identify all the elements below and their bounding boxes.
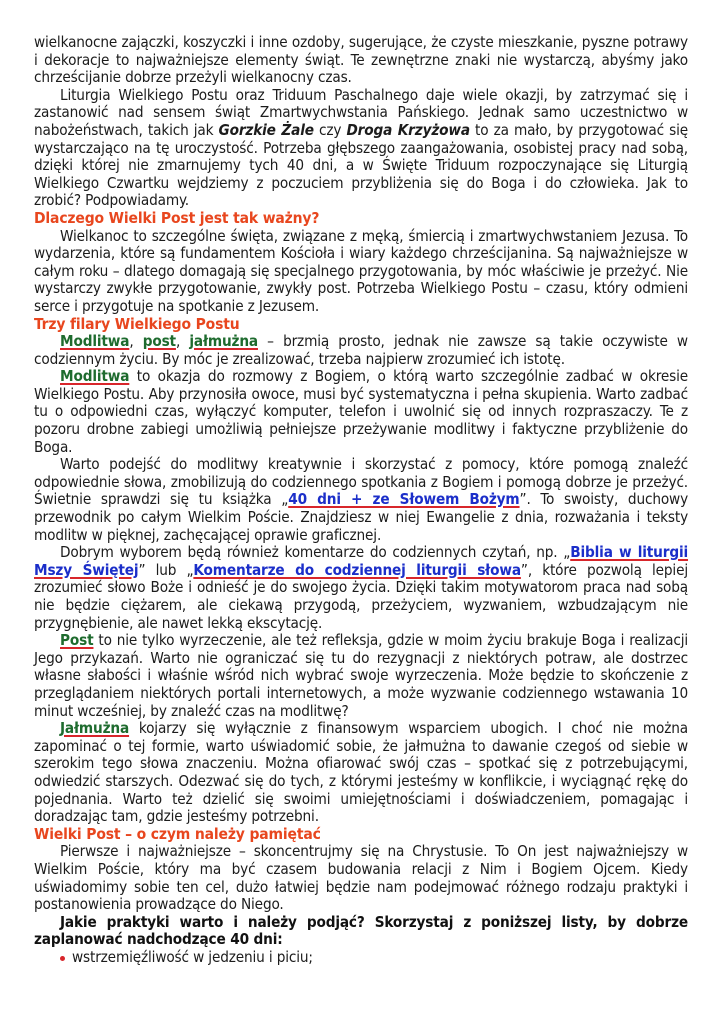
why-lent-paragraph: Wielkanoc to szczególne święta, związane z męką, śmiercią i zmartwychwstaniem Jezusa. To wydarzenia, które są fundamentem Kościoła i wiary każdego chrześcijanina. Są najważniejsze w całym roku – dlatego domagają się specjalnego przygotowania, by móc właściwie je przeżyć. Nie wystarczy zwykłe przygotowanie, zwykły post. Potrzeba Wielkiego Postu – czasu, który odmieni serce i przygotuje na spotkanie z Jezusem. (34, 226, 688, 315)
keyword-link-jalmuzna-2[interactable]: Jałmużna (60, 719, 130, 738)
intro-paragraph-2 (34, 87, 688, 210)
remember-paragraph: Pierwsze i najważniejsze – skoncentrujmy się na Chrystusie. To On jest najważniejszy w Wielkim Poście, który ma być czasem budowania relacji z Nim i Bogiem Ojcem. Kiedy uświadomimy sobie ten cel, dużo łatwiej będzie nam podejmować różnego rodzaju praktyki i postanowienia prowadzące do Niego. (34, 842, 688, 914)
text-run: , (175, 332, 190, 351)
text-run: Liturgia Wielkiego Postu oraz Triduum Paschalnego daje wiele okazji, by zatrzymać się i zastanowić nad sensem świąt Zmartwychwstania Pańskiego. Jednak samo uczestnictwo w nabożeństwach, takich jak (34, 85, 688, 139)
pillars-intro-paragraph (34, 333, 688, 368)
almsgiving-paragraph (34, 720, 688, 826)
text-run: to nie tylko wyrzeczenie, ale też refleksja, gdzie w moim życiu brakuje Boga i realizacji Jego przykazań. Warto nie ograniczać się tu do rezygnacji z niektórych potraw, ale dostrzec własne słabości i właśnie wśród nich wybrać swoje wyrzeczenia. Może będzie to skończenie z przeglądaniem niektórych portali internetowych, a może wyzwanie codziennego wstawania 10 minut wcześniej, by znaleźć czas na modlitwę? (34, 631, 688, 720)
list-item (60, 949, 688, 967)
gorzkie-zale-emphasis: Gorzkie Żale (218, 120, 314, 139)
text-run: ”. To swoisty, duchowy przewodnik po całym Wielkim Poście. Znajdziesz w niej Ewangelie z dnia, rozważania i teksty modlitw w pięknej, zachęcającej oprawie graficznej. (34, 490, 689, 544)
text-run: czy (313, 120, 347, 139)
practices-lead-paragraph: Jakie praktyki warto i należy podjąć? Skorzystaj z poniższej listy, by dobrze zaplanować nadchodzące 40 dni: (34, 912, 688, 949)
keyword-link-modlitwa[interactable]: Modlitwa (60, 332, 130, 351)
text-run: to za mało, by przygotować się wystarczająco na tę uroczystość. Potrzeba głębszego zaangażowania, osobistej pracy nad sobą, dzięki której nie zmarnujemy tych 40 dni, a w Święte Triduum rozpoczynające się Liturgią Wielkiego Czwartku wejdziemy z poczuciem przybliżenia się do Boga i do człowieka. Jak to zrobić? Podpowiadamy. (34, 120, 688, 210)
keyword-link-post-2[interactable]: Post (60, 631, 94, 650)
droga-krzyzowa-emphasis: Droga Krzyżowa (346, 120, 470, 139)
prayer-book-paragraph (34, 456, 688, 544)
book-link-40-dni[interactable]: 40 dni + ze Słowem Bożym (288, 490, 520, 509)
text-run: ” lub „ (138, 560, 194, 579)
practices-list (34, 949, 688, 967)
keyword-link-post[interactable]: post (142, 332, 176, 351)
commentaries-paragraph (34, 544, 688, 632)
text-run: ”, które pozwolą lepiej zrozumieć słowo Boże i odnieść je do swojego życia. Dzięki takim motywatorom praca nad sobą nie będzie ciężarem, ale ciekawą przygodą, przeżyciem, wyzwaniem, wzbudzającym nie przygnębienie, ale nawet lekką ekscytację. (34, 560, 688, 632)
section-heading-why-lent: Dlaczego Wielki Post jest tak ważny? (34, 208, 320, 227)
section-heading-remember: Wielki Post – o czym należy pamiętać (34, 824, 321, 843)
intro-paragraph-1: wielkanocne zajączki, koszyczki i inne ozdoby, sugerujące, że czyste mieszkanie, pyszne potrawy i dekoracje to najważniejsze elementy świąt. Te zewnętrzne znaki nie wystarczą, abyśmy jako chrześcijanie dobrze przeżyli wielkanocny czas. (34, 33, 688, 87)
list-item-text: wstrzemięźliwość w jedzeniu i piciu; (72, 947, 313, 966)
text-run: to okazja do rozmowy z Bogiem, o którą warto szczególnie zadbać w okresie Wielkiego Postu. Aby przynosiła owoce, musi być systematyczna i pełna skupienia. Warto zadbać tu o odpowiedni czas, wyłączyć komputer, telefon i uwolnić się od innych rozpraszaczy. Te z pozoru drobne zabiegi umożliwią pełniejsze przeżywanie modlitwy i faktyczne przybliżenie do Boga. (34, 367, 688, 456)
red-dot-bullet-icon (60, 956, 65, 961)
keyword-link-jalmuzna[interactable]: jałmużna (189, 332, 258, 351)
document-page (34, 34, 688, 966)
text-run: – brzmią prosto, jednak nie zawsze są takie oczywiste w codziennym życiu. By móc je zrealizować, trzeba najpierw zrozumieć ich istotę. (34, 332, 688, 368)
book-link-komentarze[interactable]: Komentarze do codziennej liturgii słowa (193, 560, 521, 579)
text-run: kojarzy się wyłącznie z finansowym wsparciem ubogich. I choć nie można zapominać o tej formie, warto uświadomić sobie, że jałmużna to dawanie czegoś od siebie w szerokim tego słowa znaczeniu. Można ofiarować swój czas – spotkać się z potrzebującymi, odwiedzić starszych. Odezwać się do tych, z którymi jesteśmy w konflikcie, i wyciągnąć rękę do pojednania. Warto też dzielić się swoimi umiejętnościami i doświadczeniem, pomagając i doradzając tam, gdzie jesteśmy potrzebni. (34, 719, 688, 826)
fasting-paragraph (34, 632, 688, 720)
prayer-paragraph (34, 368, 688, 456)
text-run: Dobrym wyborem będą również komentarze do codziennych czytań, np. „ (60, 543, 571, 562)
book-link-biblia-w-liturgii[interactable]: Biblia w liturgii Mszy Świętej (34, 543, 689, 579)
text-run: Warto podejść do modlitwy kreatywnie i skorzystać z pomocy, które pomogą znaleźć odpowiednie słowa, zmobilizują do codziennego spotkania z Bogiem i pomogą dobrze je przeżyć. Świetnie sprawdzi się tu książka „ (34, 455, 688, 509)
keyword-link-modlitwa-2[interactable]: Modlitwa (60, 367, 130, 386)
text-run: , (129, 332, 143, 351)
section-heading-three-pillars: Trzy filary Wielkiego Postu (34, 314, 240, 333)
